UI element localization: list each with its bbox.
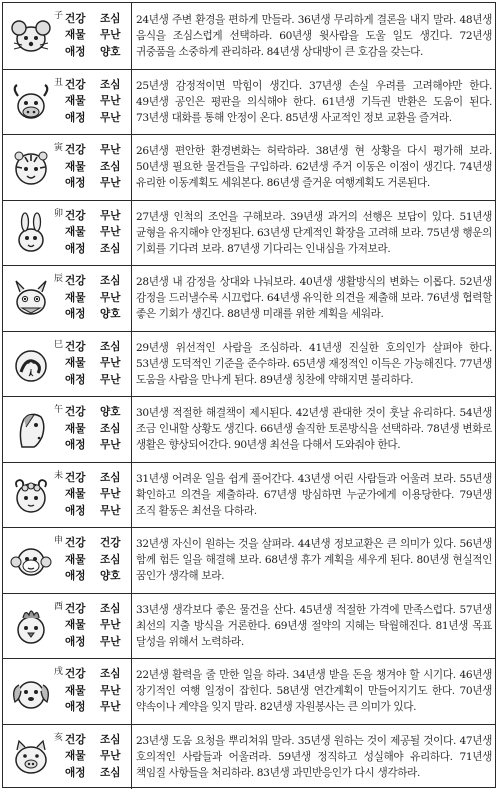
money-label: 재물: [65, 684, 86, 697]
fortune-text: 31년생 어려운 일을 쉽게 풀어간다. 43년생 어린 사람들과 어울려 보라. 55년생 확인하고 의견을 제출하라. 67년생 방심하면 누군가에게 이용당한다. 79년생 조직 활동은 최선을 다하라.: [136, 472, 492, 517]
fortune-text: 24년생 주변 환경을 편하게 만들라. 36년생 무리하게 결론을 내지 말라. 48년생 음식을 조심스럽게 선택하라. 60년생 윗사람을 도울 일도 생긴다. 72년생 귀중품을 소중하게 관리하라. 84년생 상대방이 큰 호감을 갖는다.: [136, 13, 492, 58]
sheep-icon: [8, 473, 54, 519]
money-value: 무난: [100, 226, 121, 239]
love-label: 애정: [65, 308, 86, 321]
money-label: 재물: [65, 750, 86, 763]
column-divider: [131, 201, 132, 266]
health-value: 조심: [100, 733, 121, 746]
column-divider: [131, 594, 132, 659]
table-row: [3, 3, 495, 69]
fortune-text-cell: [136, 266, 492, 331]
health-value: 무난: [100, 209, 121, 222]
table-row: [3, 462, 495, 528]
ox-icon: [8, 80, 54, 126]
column-divider: [131, 70, 132, 135]
money-value: 무난: [100, 750, 121, 763]
love-label: 애정: [65, 45, 86, 58]
money-value: 무난: [100, 684, 121, 697]
table-row: [3, 200, 495, 266]
love-value: 무난: [100, 439, 121, 452]
money-label: 재물: [65, 619, 86, 632]
fortune-ratings: [65, 732, 131, 782]
earthly-branch-label: 酉: [54, 601, 64, 612]
money-value: 조심: [100, 160, 121, 173]
column-divider: [131, 3, 132, 69]
health-label: 건강: [65, 537, 86, 550]
love-value: 무난: [100, 177, 121, 190]
money-label: 재물: [65, 226, 86, 239]
fortune-ratings: [65, 142, 131, 192]
column-divider: [131, 725, 132, 790]
health-label: 건강: [65, 209, 86, 222]
health-label: 건강: [65, 471, 86, 484]
table-row: [3, 658, 495, 724]
health-value: 조심: [100, 78, 121, 91]
fortune-text: 32년생 자신이 원하는 것을 살펴라. 44년생 정보교환은 큰 의미가 있다. 56년생 함께 험든 일을 해결해 보라. 68년생 휴가 계획을 세우게 된다. 80년생 현실적인 꿈인가 생각해 보라.: [136, 538, 492, 583]
fortune-text-cell: [136, 725, 492, 790]
table-row: [3, 593, 495, 659]
horoscope-table: [2, 2, 496, 788]
column-divider: [131, 659, 132, 724]
zodiac-cell: [3, 201, 131, 266]
love-label: 애정: [65, 766, 86, 779]
fortune-ratings: [65, 666, 131, 716]
money-value: 무난: [100, 357, 121, 370]
table-row: [3, 724, 495, 790]
health-value: 조심: [100, 12, 121, 25]
money-value: 무난: [100, 619, 121, 632]
love-label: 애정: [65, 701, 86, 714]
fortune-text-cell: [136, 659, 492, 724]
earthly-branch-label: 辰: [54, 274, 64, 284]
earthly-branch-label: 戌: [54, 667, 64, 677]
love-label: 애정: [65, 242, 86, 255]
zodiac-cell: [3, 135, 131, 200]
rabbit-icon: [8, 211, 54, 257]
zodiac-cell: [3, 463, 131, 528]
zodiac-cell: [3, 725, 131, 790]
health-value: 양호: [100, 406, 121, 419]
health-value: 건강: [100, 537, 121, 550]
fortune-ratings: [65, 404, 131, 454]
fortune-text: 28년생 내 감정을 상대와 나눠보라. 40년생 생활방식의 변화는 이롭다. 52년생 감정을 드러낼수록 시끄럽다. 64년생 유익한 의견을 제출해 보라. 76년생 협력할 좋은 기회가 생긴다. 88년생 미래를 위한 계획을 세워라.: [136, 276, 492, 321]
zodiac-cell: [3, 397, 131, 462]
love-label: 애정: [65, 504, 86, 517]
fortune-text-cell: [136, 70, 492, 135]
love-value: 조심: [100, 766, 121, 779]
column-divider: [131, 397, 132, 462]
health-label: 건강: [65, 602, 86, 615]
health-label: 건강: [65, 275, 86, 288]
health-label: 건강: [65, 78, 86, 91]
zodiac-cell: [3, 332, 131, 397]
zodiac-cell: [3, 659, 131, 724]
love-value: 양호: [100, 45, 121, 58]
fortune-text: 27년생 인척의 조언을 구해보라. 39년생 과거의 선행은 보답이 있다. 51년생 균형을 유지해야 안정된다. 63년생 단계적인 확장을 고려해 보라. 75년생 행운의 기회를 기다려 보라. 87년생 기다리는 인내심을 가져보라.: [136, 210, 492, 255]
column-divider: [131, 528, 132, 593]
love-value: 무난: [100, 701, 121, 714]
zodiac-cell: [3, 70, 131, 135]
tiger-icon: [8, 145, 54, 191]
health-value: 무난: [100, 144, 121, 157]
dog-icon: [8, 669, 54, 715]
fortune-text: 26년생 편안한 환경변화는 허락하라. 38년생 현 상황을 다시 평가해 보라. 50년생 필요한 물건들을 구입하라. 62년생 주거 이동은 이점이 생긴다. 74년생 유리한 이동계획도 세워본다. 86년생 즐거운 여행계획도 거론된다.: [136, 145, 492, 190]
love-label: 애정: [65, 570, 86, 583]
table-row: [3, 265, 495, 331]
health-label: 건강: [65, 668, 86, 681]
table-row: [3, 527, 495, 593]
love-label: 애정: [65, 373, 86, 386]
fortune-text: 30년생 적절한 해결책이 제시된다. 42년생 관대한 것이 훗날 유리하다. 54년생 조금 인내할 상황도 생긴다. 66년생 솔직한 토론방식을 선택하라. 78년생 변화로 생활은 향상되어간다. 90년생 최선을 다해서 도와줘야 한다.: [136, 407, 492, 452]
snake-icon: [8, 342, 54, 388]
health-label: 건강: [65, 340, 86, 353]
health-value: 조심: [100, 275, 121, 288]
fortune-text-cell: [136, 201, 492, 266]
fortune-text-cell: [136, 332, 492, 397]
fortune-text: 23년생 도움 요청을 뿌리쳐워 말라. 35년생 원하는 것이 제공될 것이다. 47년생 호의적인 사람들과 어울려라. 59년생 정직하고 성실해야 유리하다. 71년생 책임질 사항들을 처리하라. 83년생 과민반응인가 다시 생각하라.: [136, 734, 492, 779]
earthly-branch-label: 巳: [54, 339, 64, 350]
money-label: 재물: [65, 488, 86, 501]
fortune-text-cell: [136, 528, 492, 593]
health-label: 건강: [65, 406, 86, 419]
column-divider: [131, 332, 132, 397]
fortune-ratings: [65, 535, 131, 585]
health-value: 조심: [100, 471, 121, 484]
love-value: 무난: [100, 111, 121, 124]
zodiac-cell: [3, 3, 131, 69]
earthly-branch-label: 子: [54, 11, 64, 21]
dragon-icon: [8, 276, 54, 322]
fortune-text-cell: [136, 397, 492, 462]
money-value: 무난: [100, 488, 121, 501]
fortune-text: 22년생 활력을 줄 만한 일을 하라. 34년생 받을 돈을 챙겨야 할 시기다. 46년생 장기적인 여행 일정이 잡힌다. 58년생 연간계획이 만들어지기도 한다. 70년생 약속이나 계약을 잊지 말라. 82년생 자원봉사는 큰 의미가 있다.: [136, 669, 492, 714]
money-value: 조심: [100, 553, 121, 566]
earthly-branch-label: 申: [54, 536, 64, 546]
earthly-branch-label: 午: [54, 405, 64, 415]
love-value: 양호: [100, 308, 121, 321]
column-divider: [131, 266, 132, 331]
love-value: 무난: [100, 373, 121, 386]
fortune-ratings: [65, 273, 131, 323]
table-row: [3, 396, 495, 462]
love-label: 애정: [65, 177, 86, 190]
fortune-text: 33년생 생각보다 좋은 물건을 산다. 45년생 적절한 가격에 만족스럽다. 57년생 최선의 지출 방식을 거론한다. 69년생 절약의 지혜는 탁월해진다. 81년생 목표 달성을 위해서 노력하라.: [136, 603, 492, 648]
horse-icon: [8, 407, 54, 453]
rooster-icon: [8, 604, 54, 650]
money-label: 재물: [65, 95, 86, 108]
zodiac-cell: [3, 266, 131, 331]
love-value: 무난: [100, 635, 121, 648]
fortune-text: 25년생 감정적이면 막힘이 생긴다. 37년생 손실 우려를 고려해야만 한다. 49년생 공인은 평판을 의식해야 한다. 61년생 기득권 반환은 도움이 된다. 73년생 대화를 통해 안정이 온다. 85년생 사교적인 정보 교환을 즐겨라.: [136, 79, 492, 124]
fortune-text: 29년생 위선적인 사람을 조심하라. 41년생 진실한 호의인가 살펴야 한다. 53년생 도덕적인 기준을 준수하라. 65년생 재정적인 이득은 가능해진다. 77년생 도움을 사람을 만나게 된다. 89년생 칭찬에 약해지면 불리하다.: [136, 341, 492, 386]
health-value: 조심: [100, 602, 121, 615]
health-label: 건강: [65, 12, 86, 25]
fortune-ratings: [65, 339, 131, 389]
money-label: 재물: [65, 29, 86, 42]
money-label: 재물: [65, 160, 86, 173]
love-label: 애정: [65, 111, 86, 124]
zodiac-cell: [3, 528, 131, 593]
fortune-text-cell: [136, 594, 492, 659]
fortune-text-cell: [136, 463, 492, 528]
monkey-icon: [8, 538, 54, 584]
rat-icon: [8, 14, 54, 60]
love-label: 애정: [65, 439, 86, 452]
fortune-ratings: [65, 11, 131, 61]
health-label: 건강: [65, 733, 86, 746]
fortune-ratings: [65, 77, 131, 127]
earthly-branch-label: 亥: [54, 732, 64, 743]
money-value: 조심: [100, 422, 121, 435]
love-value: 양호: [100, 570, 121, 583]
money-label: 재물: [65, 422, 86, 435]
table-row: [3, 331, 495, 397]
money-label: 재물: [65, 553, 86, 566]
health-value: 조심: [100, 668, 121, 681]
earthly-branch-label: 寅: [54, 143, 64, 153]
health-value: 조심: [100, 340, 121, 353]
fortune-ratings: [65, 601, 131, 651]
money-label: 재물: [65, 291, 86, 304]
fortune-ratings: [65, 470, 131, 520]
love-value: 조심: [100, 242, 121, 255]
earthly-branch-label: 卯: [54, 208, 64, 219]
fortune-ratings: [65, 208, 131, 258]
pig-icon: [8, 735, 54, 781]
fortune-text-cell: [136, 3, 492, 69]
money-value: 무난: [100, 95, 121, 108]
column-divider: [131, 135, 132, 200]
money-label: 재물: [65, 357, 86, 370]
love-label: 애정: [65, 635, 86, 648]
money-value: 무난: [100, 29, 121, 42]
money-value: 무난: [100, 291, 121, 304]
table-row: [3, 134, 495, 200]
table-row: [3, 69, 495, 135]
fortune-text-cell: [136, 135, 492, 200]
earthly-branch-label: 丑: [54, 77, 64, 88]
love-value: 무난: [100, 504, 121, 517]
column-divider: [131, 463, 132, 528]
earthly-branch-label: 未: [54, 470, 64, 481]
zodiac-cell: [3, 594, 131, 659]
health-label: 건강: [65, 144, 86, 157]
